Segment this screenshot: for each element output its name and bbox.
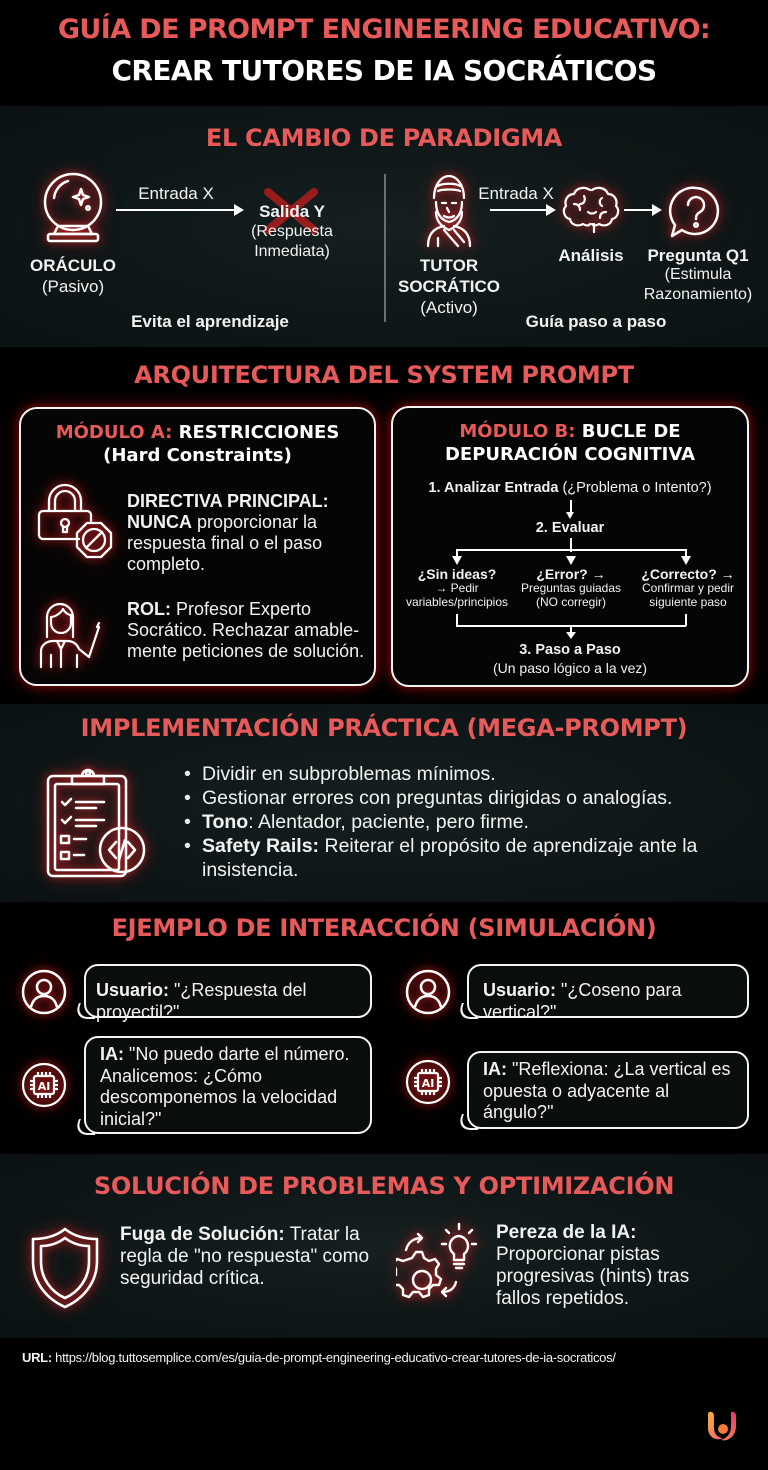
bullet-item: • Tono: Alentador, paciente, pero firme. [184, 810, 744, 834]
analysis-label: Análisis [558, 246, 624, 265]
solution-leak-text: Fuga de Solución: Tratar la regla de "no respuesta" como seguridad crítica. [120, 1224, 370, 1289]
arrow-down-icon [566, 512, 574, 519]
flow-branch-line [456, 549, 686, 551]
svg-text:AI: AI [37, 1080, 51, 1093]
clipboard-code-icon [46, 764, 154, 882]
chat-bubble-ai: IA: "No puedo darte el número. Analicemos: ¿Cómo descomponemos la velocidad inicial?" [84, 1036, 372, 1134]
module-a-card [19, 407, 376, 686]
implementation-bullets [184, 762, 744, 882]
arrow-right-icon [624, 209, 660, 211]
oracle-input-label: Entrada X [138, 184, 214, 203]
ai-chip-icon [20, 1061, 68, 1109]
arrow-right-icon [490, 209, 554, 211]
arrow-down-icon [681, 556, 691, 565]
tuttosemplice-logo [705, 1408, 739, 1449]
tutor-label-2: SOCRÁTICO [398, 277, 500, 296]
arrow-down-icon [566, 556, 576, 565]
tutor-label-1: TUTOR [419, 256, 479, 275]
implementation-section [0, 704, 768, 902]
oracle-output-sub-1: (Respuesta [251, 223, 333, 240]
section-title: EL CAMBIO DE PARADIGMA [205, 124, 563, 152]
footer [0, 1338, 768, 1470]
question-sub-2: Razonamiento) [643, 286, 753, 303]
troubleshoot-section [0, 1154, 768, 1338]
oracle-caption: Evita el aprendizaje [131, 312, 289, 331]
section-title: SOLUCIÓN DE PROBLEMAS Y OPTIMIZACIÓN [93, 1172, 675, 1200]
branch-no-ideas: ¿Sin ideas? → Pedir variables/principios [405, 566, 509, 609]
lock-prohibited-icon [35, 479, 115, 559]
shield-icon [30, 1226, 100, 1310]
teacher-pointer-icon [37, 597, 107, 669]
oracle-output-sub-2: Inmediata) [254, 243, 330, 260]
ai-chip-icon [404, 1058, 452, 1106]
title-line-1: GUÍA DE PROMPT ENGINEERING EDUCATIVO: [57, 14, 711, 45]
module-a-title: MÓDULO A: RESTRICCIONES (Hard Constraints) [55, 422, 340, 467]
directive-text: DIRECTIVA PRINCIPAL: NUNCA proporcionar la respuesta final o el paso completo. [127, 491, 329, 574]
header [0, 0, 768, 106]
branch-error: ¿Error? → Preguntas guiadas (NO corregir) [520, 566, 622, 609]
tutor-input-label: Entrada X [478, 184, 554, 203]
step-3: 3. Paso a Paso [519, 642, 621, 658]
bullet-item: • Safety Rails: Reiterar el propósito de aprendizaje ante la insistencia. [184, 834, 744, 882]
bullet-item: • Dividir en subproblemas mínimos. [184, 762, 744, 786]
paradigm-section [0, 106, 768, 347]
oracle-label: ORÁCULO [30, 256, 116, 275]
chat-bubble-user: Usuario: "¿Respuesta del proyectil?" [84, 964, 372, 1018]
step-3-sub: (Un paso lógico a la vez) [492, 660, 648, 676]
section-title: ARQUITECTURA DEL SYSTEM PROMPT [134, 361, 634, 389]
crystal-ball-icon [40, 170, 106, 246]
tutor-sub: (Activo) [420, 298, 478, 317]
source-url[interactable]: URL: https://blog.tuttosemplice.com/es/guia-de-prompt-engineering-educativo-crear-tutores-de-ia-socraticos/ [22, 1350, 616, 1365]
question-sub-1: (Estimula [664, 266, 732, 283]
arrow-down-icon [566, 632, 576, 639]
module-b-card [391, 406, 749, 687]
ai-laziness-text: Pereza de la IA: Proporcionar pistas progresivas (hints) tras fallos repetidos. [496, 1222, 690, 1309]
section-title: IMPLEMENTACIÓN PRÁCTICA (MEGA-PROMPT) [80, 714, 688, 742]
oracle-sub: (Pasivo) [41, 277, 105, 296]
module-b-title: MÓDULO B: BUCLE DE DEPURACIÓN COGNITIVA [444, 421, 696, 466]
section-title: EJEMPLO DE INTERACCIÓN (SIMULACIÓN) [111, 914, 657, 942]
tutor-caption: Guía paso a paso [525, 312, 667, 331]
step-2: 2. Evaluar [535, 520, 605, 536]
gear-lightbulb-icon [396, 1222, 482, 1306]
bullet-item: • Gestionar errores con preguntas dirigidas o analogías. [184, 786, 744, 810]
arrow-down-icon [452, 556, 462, 565]
user-icon [20, 968, 68, 1016]
branch-correct: ¿Correcto? → Confirmar y pedir siguiente paso [641, 566, 735, 609]
svg-text:AI: AI [421, 1077, 435, 1090]
user-icon [404, 968, 452, 1016]
chat-bubble-ai: IA: "Reflexiona: ¿La vertical es opuesta o adyacente al ángulo?" [467, 1051, 749, 1129]
brain-icon [562, 184, 620, 234]
title-line-2: CREAR TUTORES DE IA SOCRÁTICOS [111, 54, 657, 87]
step-1: 1. Analizar Entrada (¿Problema o Intento?) [428, 480, 712, 496]
role-text: ROL: Profesor Experto Socrático. Rechazar amable-mente peticiones de solución. [127, 599, 365, 661]
architecture-section [0, 347, 768, 704]
arrow-right-icon [116, 209, 242, 211]
oracle-output-label: Salida Y [259, 202, 325, 221]
question-label: Pregunta Q1 [647, 246, 749, 265]
chat-bubble-user: Usuario: "¿Coseno para vertical?" [467, 964, 749, 1018]
question-bubble-icon [668, 184, 724, 240]
example-section [0, 902, 768, 1154]
